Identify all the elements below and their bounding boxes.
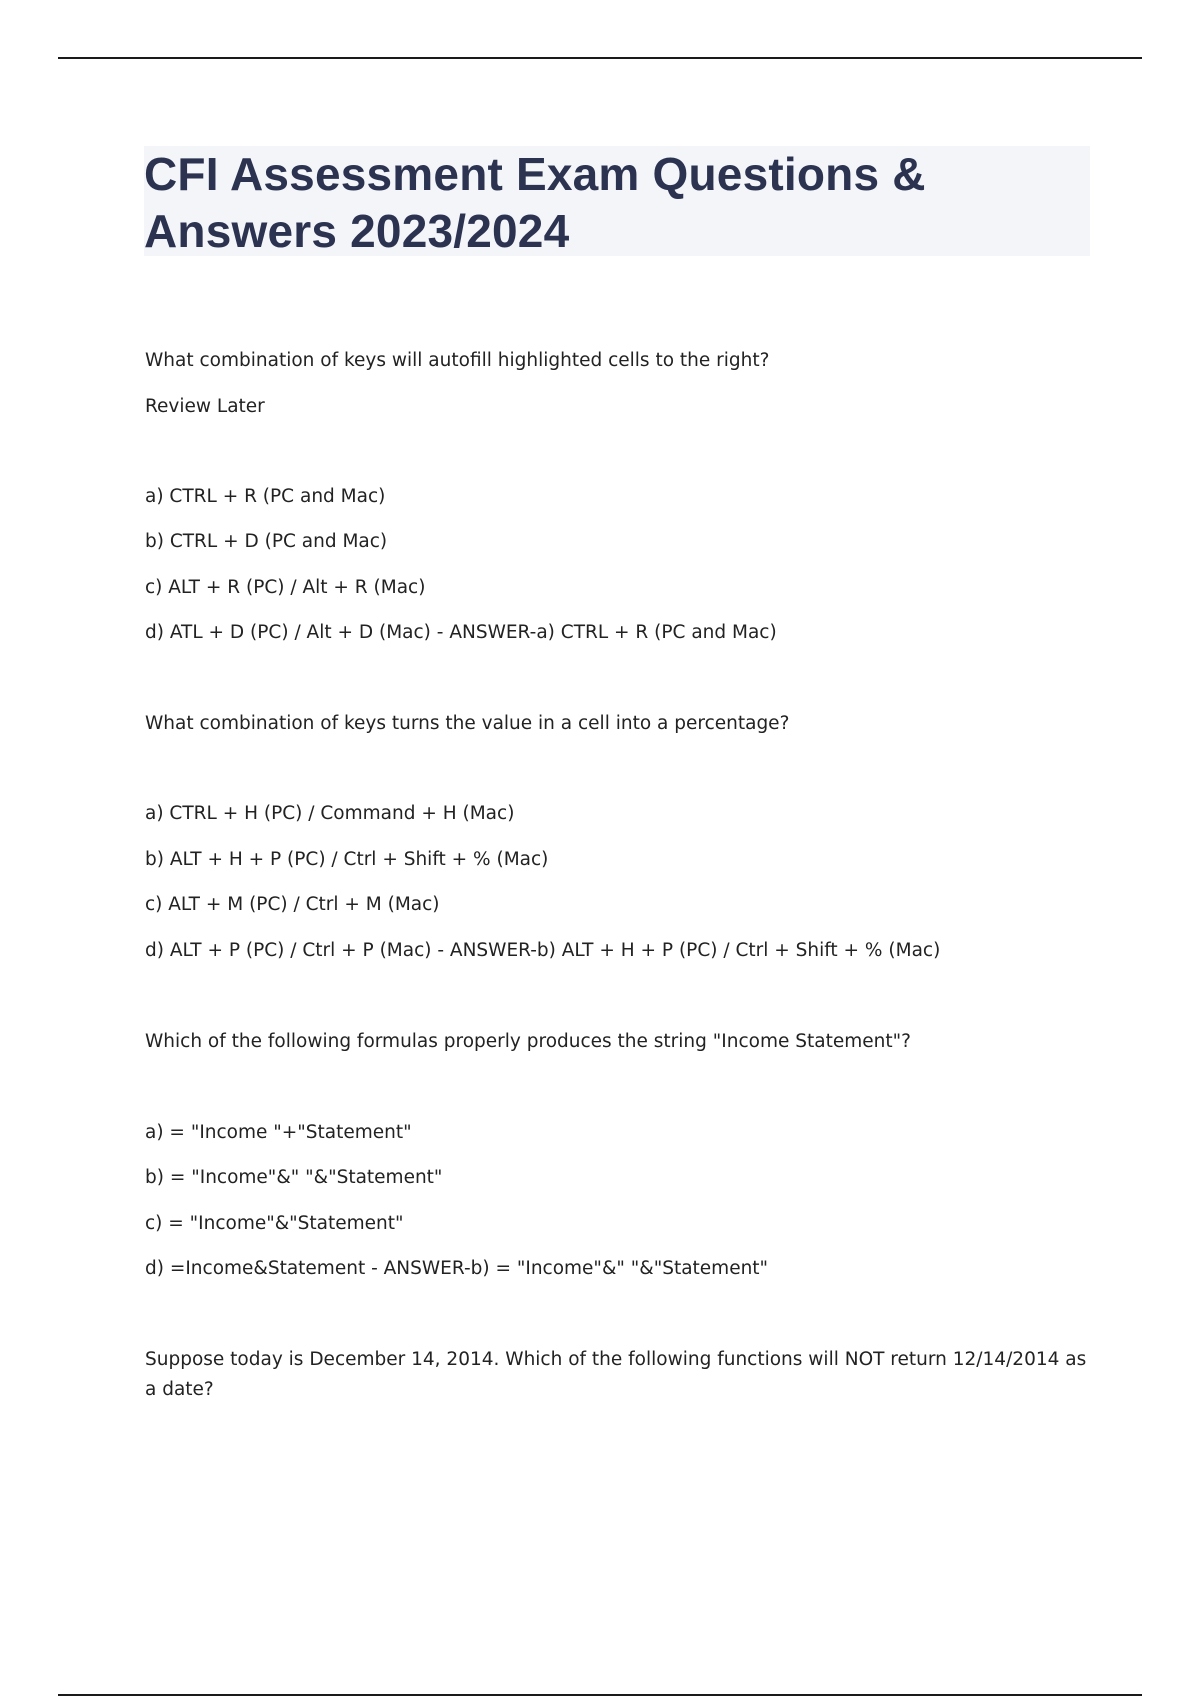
question-prompt: Suppose today is December 14, 2014. Which of the following functions will NOT return 12/14/2014 as a date? (145, 1349, 1087, 1400)
question-prompt: What combination of keys will autofill highlighted cells to the right? (145, 350, 770, 371)
question-prompt: Which of the following formulas properly produces the string "Income Statement"? (145, 1031, 911, 1052)
answer-option: c) = "Income"&"Statement" (145, 1213, 404, 1234)
answer-option: a) CTRL + H (PC) / Command + H (Mac) (145, 803, 515, 824)
answer-option: b) ALT + H + P (PC) / Ctrl + Shift + % (Mac) (145, 849, 549, 870)
header-rule (58, 57, 1142, 59)
footer-rule (58, 1694, 1142, 1696)
review-later-note: Review Later (145, 396, 265, 417)
answer-option: c) ALT + R (PC) / Alt + R (Mac) (145, 577, 426, 598)
answer-option: d) ATL + D (PC) / Alt + D (Mac) - ANSWER-a) CTRL + R (PC and Mac) (145, 622, 777, 643)
document-title: CFI Assessment Exam Questions & Answers 2023/2024 (144, 148, 926, 257)
question-prompt: What combination of keys turns the value in a cell into a percentage? (145, 713, 790, 734)
answer-option: a) CTRL + R (PC and Mac) (145, 486, 386, 507)
answer-option: a) = "Income "+"Statement" (145, 1122, 412, 1143)
answer-option: c) ALT + M (PC) / Ctrl + M (Mac) (145, 894, 440, 915)
answer-option: d) =Income&Statement - ANSWER-b) = "Income"&" "&"Statement" (145, 1258, 769, 1279)
answer-option: b) CTRL + D (PC and Mac) (145, 531, 388, 552)
answer-option: d) ALT + P (PC) / Ctrl + P (Mac) - ANSWER-b) ALT + H + P (PC) / Ctrl + Shift + % (Mac) (145, 940, 941, 961)
answer-option: b) = "Income"&" "&"Statement" (145, 1167, 443, 1188)
title-banner (144, 146, 1090, 256)
